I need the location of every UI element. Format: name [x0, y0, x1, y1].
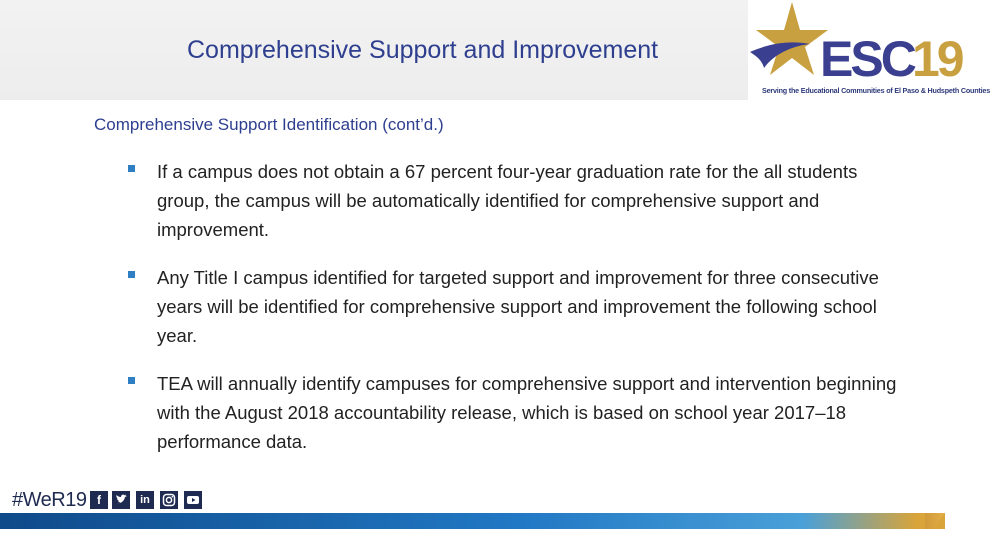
hashtag-label: #WeR19	[12, 489, 87, 511]
bullet-item	[128, 263, 908, 350]
footer-bar	[0, 513, 945, 529]
square-bullet-icon	[128, 377, 135, 384]
bullet-text: If a campus does not obtain a 67 percent four-year graduation rate for the all students group, the campus will be automatically identified for comprehensive support and improvement.	[157, 161, 858, 240]
logo-tagline: Serving the Educational Communities of El Paso & Hudspeth Counties	[762, 86, 990, 95]
svg-text:ESC: ESC	[820, 31, 914, 87]
bullet-item	[128, 369, 908, 456]
star-icon	[748, 0, 990, 100]
facebook-icon[interactable]: f	[90, 491, 108, 509]
square-bullet-icon	[128, 271, 135, 278]
square-bullet-icon	[128, 165, 135, 172]
section-subtitle: Comprehensive Support Identification (cont’d.)	[94, 115, 444, 134]
bullet-item	[128, 157, 908, 244]
twitter-icon[interactable]	[112, 491, 130, 509]
bullet-text: Any Title I campus identified for targeted support and improvement for three consecutive years will be identified for comprehensive support and improvement the following school year.	[157, 267, 879, 346]
bullet-list	[128, 157, 908, 475]
esc19-logo	[748, 0, 990, 100]
svg-text:19: 19	[912, 31, 962, 87]
slide-title: Comprehensive Support and Improvement	[187, 36, 659, 64]
linkedin-icon[interactable]: in	[136, 491, 154, 509]
instagram-icon[interactable]	[160, 491, 178, 509]
youtube-icon[interactable]	[184, 491, 202, 509]
bullet-text: TEA will annually identify campuses for comprehensive support and intervention beginning with the August 2018 accountability release, which is based on school year 2017–18 performance data.	[157, 373, 897, 452]
